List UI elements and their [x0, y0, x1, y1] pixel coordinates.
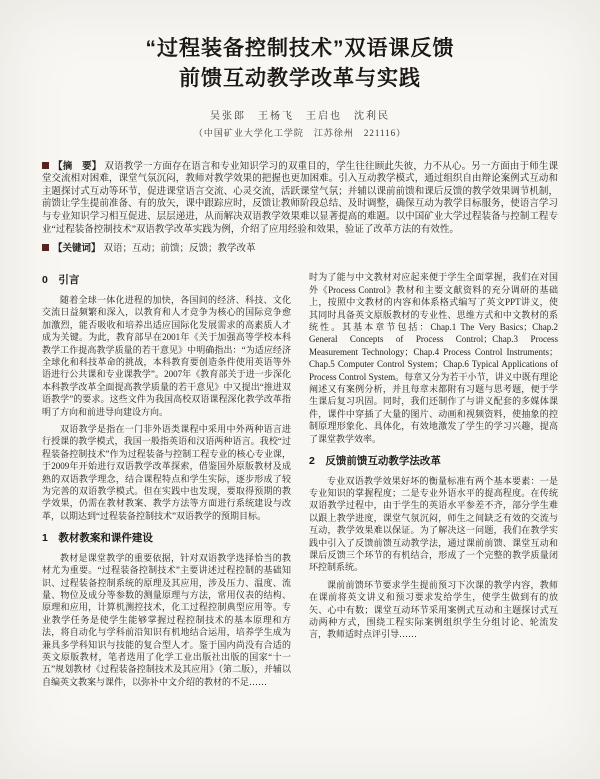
section-heading-1: 1 教材教案和课件建设 [42, 532, 153, 545]
body-paragraph: 双语教学是指在一门非外语类课程中采用中外两种语言进行授课的教学模式，我国一般指英语和汉语两种语言。我校“过程装备控制技术”作为过程装备与控制工程专业的核心专业课，于2009年开始进行双语教学改革探索，借鉴国外原版教材及成熟的双语教学理念，结合课程特点和学生实际，逐步形成了较为完善的双语教学模式。但在实践中也发现，要取得预期的教学效果，仍需在教材教案、教学方法等方面进行系统建设与改革，以期达到“过程装备控制技术”双语教学的预期目标。 [42, 423, 291, 521]
keywords-label: 【关键词】 [53, 244, 101, 255]
section-heading-0: 0 引言 [42, 274, 80, 287]
keywords-text: 双语；互动；前馈；反馈；教学改革 [103, 244, 256, 255]
paper-title-line2: 前馈互动教学改革与实践 [179, 67, 421, 91]
section-heading-2: 2 反馈前馈互动教学法改革 [309, 455, 441, 468]
section-marker-icon [42, 244, 49, 251]
body-paragraph: 专业双语教学效果好坏的衡量标准有两个基本要素：一是专业知识的掌握程度；二是专业外语水平的提高程度。在传统双语教学过程中，由于学生的英语水平参差不齐，部分学生难以跟上教学进度，课堂气氛沉闷，师生之间缺乏有效的交流与互动，教学效果难以保证。为了解决这一问题，我们在教学实践中引入了反馈前馈互动教学法，通过课前前馈、课堂互动和课后反馈三个环节的有机结合，形成了一个完整的教学质量闭环控制系统。 [309, 475, 558, 573]
paper-title-line1: “过程装备控制技术”双语课反馈 [145, 37, 455, 60]
affiliation-line: （中国矿业大学化工学院 江苏徐州 221116） [193, 127, 407, 138]
body-paragraph: 时为了能与中文教材对应起来便于学生全面掌握，我们在对国外《Process Control》教材和主要文献资料的充分调研的基础上，按照中文教材的内容和体系格式编写了英文PPT讲义，使其同时具备英文原版教材的专业性、思维方式和中文教材的系统性。其基本章节包括：Chap.1 The Very Basics；Chap.2 General Concepts of Process Control；Chap.3 Process Measurement Technology；Chap.4 Process Control Instruments；Chap.5 Computer Control System；Chap.6 Typical Applications of Process Control System。每章又分为若干小节，讲义中既有理论阐述又有案例分析，并且每章末都附有习题与思考题，便于学生课后复习巩固。同时，我们还制作了与讲义配套的多媒体课件，课件中穿插了大量的图片、动画和视频资料，使抽象的控制原理形象化、具体化，有效地激发了学生的学习兴趣，提高了课堂教学效率。 [309, 272, 558, 444]
left-column [42, 271, 291, 701]
right-column [309, 271, 558, 701]
body-paragraph: 课前前馈环节要求学生提前预习下次课的教学内容，教师在课前将英文讲义和预习要求发给学生，使学生做到有的放矢、心中有数；课堂互动环节采用案例式互动和主题探讨式互动两种方式，围绕工程实际案例组织学生分组讨论、轮流发言，教师适时点评引导…… [309, 579, 558, 640]
abstract-block [42, 161, 558, 236]
body-paragraph: 教材是课堂教学的重要依据，针对双语教学选择恰当的教材尤为重要。“过程装备控制技术”主要讲述过程控制的基础知识、过程装备控制系统的原理及其应用，涉及压力、温度、流量、物位及成分等参数的测量原理与方法，常用仪表的结构、原理和应用，计算机测控技术，化工过程控制典型应用等。专业教学任务是使学生能够掌握过程控制技术的基本原理和方法，将自动化与学科前沿知识有机地结合运用，培养学生成为兼具多学科知识与技能的复合型人才。鉴于国内尚没有合适的英文原版教材，笔者选用了化学工业出版社出版的国家“十一五”规划教材《过程装备控制技术及其应用》（第二版），并辅以自编英文教案与课件，以弥补中文介绍的教材的不足…… [42, 552, 291, 687]
authors-line: 吴张郎 王杨飞 王启也 沈利民 [210, 110, 390, 122]
body-columns [42, 271, 558, 701]
keywords-block [42, 243, 558, 255]
abstract-label: 【摘 要】 [53, 161, 102, 172]
body-paragraph: 随着全球一体化进程的加快，各国间的经济、科技、文化交流日益频繁和深入，以教育和人才竞争为核心的国际竞争愈加激烈，能否吸收和培养出适应国际化发展需求的高素质人才成为关键。为此，教育部早在2001年《关于加强高等学校本科教学工作提高教学质量的若干意见》中明确指出：“为适应经济全球化和科技革命的挑战，本科教育要创造条件使用英语等外语进行公共课和专业课教学”。2007年《教育部关于进一步深化本科教学改革全面提高教学质量的若干意见》中又提出“推进双语教学”的要求。这些文件为我国高校双语课程深化教学改革指明了方向和前进导向建设方向。 [42, 294, 291, 417]
section-marker-icon [42, 162, 49, 169]
abstract-text: 双语教学一方面存在语言和专业知识学习的双重目的，学生往往顾此失彼，力不从心。另一方面由于师生课堂交流相对困难，课堂气氛沉闷，教师对教学效果的把握也更加困难。引入互动教学模式，通过组织自由辩论案例式互动和主题探讨式互动等环节，促进课堂语言交流、心灵交流，活跃课堂气氛；并辅以课前前馈和课后反馈的教学效果调节机制，前馈让学生提前准备、有的放矢，课中跟踪应时，反馈让教师阶段总结、及时调整，确保互动为教学目标服务，使语言学习与专业知识学习相互促进、层层递进，从而解决双语教学效果难以显著提高的难题。以中国矿业大学过程装备与控制工程专业“过程装备控制技术”双语教学改革实践为例，介绍了应用经验和效果，验证了改革方法的有效性。 [42, 161, 558, 235]
